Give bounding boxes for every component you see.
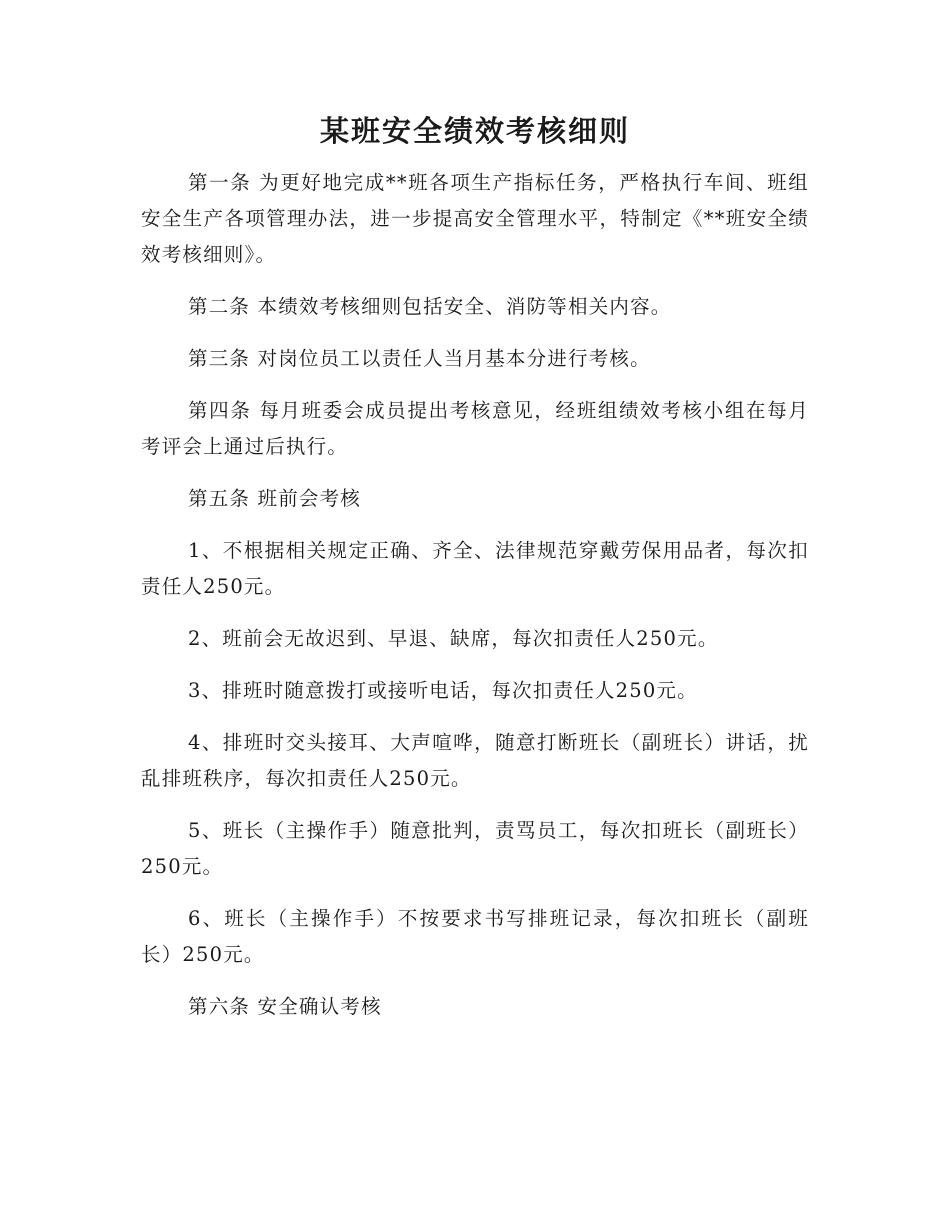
rule-item-3: 3、排班时随意拨打或接听电话，每次扣责任人250元。 <box>188 679 698 702</box>
rule-item-6: 6、班长（主操作手）不按要求书写排班记录，每次扣班长（副班长）250元。 <box>141 907 809 966</box>
document-title: 某班安全绩效考核细则 <box>319 114 630 148</box>
article-2-paragraph: 第二条 本绩效考核细则包括安全、消防等相关内容。 <box>188 295 672 318</box>
article-3-paragraph: 第三条 对岗位员工以责任人当月基本分进行考核。 <box>188 347 651 370</box>
rule-item-1: 1、不根据相关规定正确、齐全、法律规范穿戴劳保用品者，每次扣责任人250元。 <box>141 539 809 598</box>
article-4-paragraph: 第四条 每月班委会成员提出考核意见，经班组绩效考核小组在每月考评会上通过后执行。 <box>141 399 809 458</box>
document-body <box>141 165 809 1041</box>
article-1-paragraph: 第一条 为更好地完成**班各项生产指标任务，严格执行车间、班组安全生产各项管理办法，进一步提高安全管理水平，特制定《**班安全绩效考核细则》。 <box>141 171 809 266</box>
article-6-heading: 第六条 安全确认考核 <box>188 995 382 1018</box>
rule-item-5: 5、班长（主操作手）随意批判，责骂员工，每次扣班长（副班长）250元。 <box>141 819 809 878</box>
rule-item-4: 4、排班时交头接耳、大声喧哗，随意打断班长（副班长）讲话，扰乱排班秩序，每次扣责任人250元。 <box>141 731 809 790</box>
article-5-heading: 第五条 班前会考核 <box>188 487 361 510</box>
rule-item-2: 2、班前会无故迟到、早退、缺席，每次扣责任人250元。 <box>188 627 719 650</box>
